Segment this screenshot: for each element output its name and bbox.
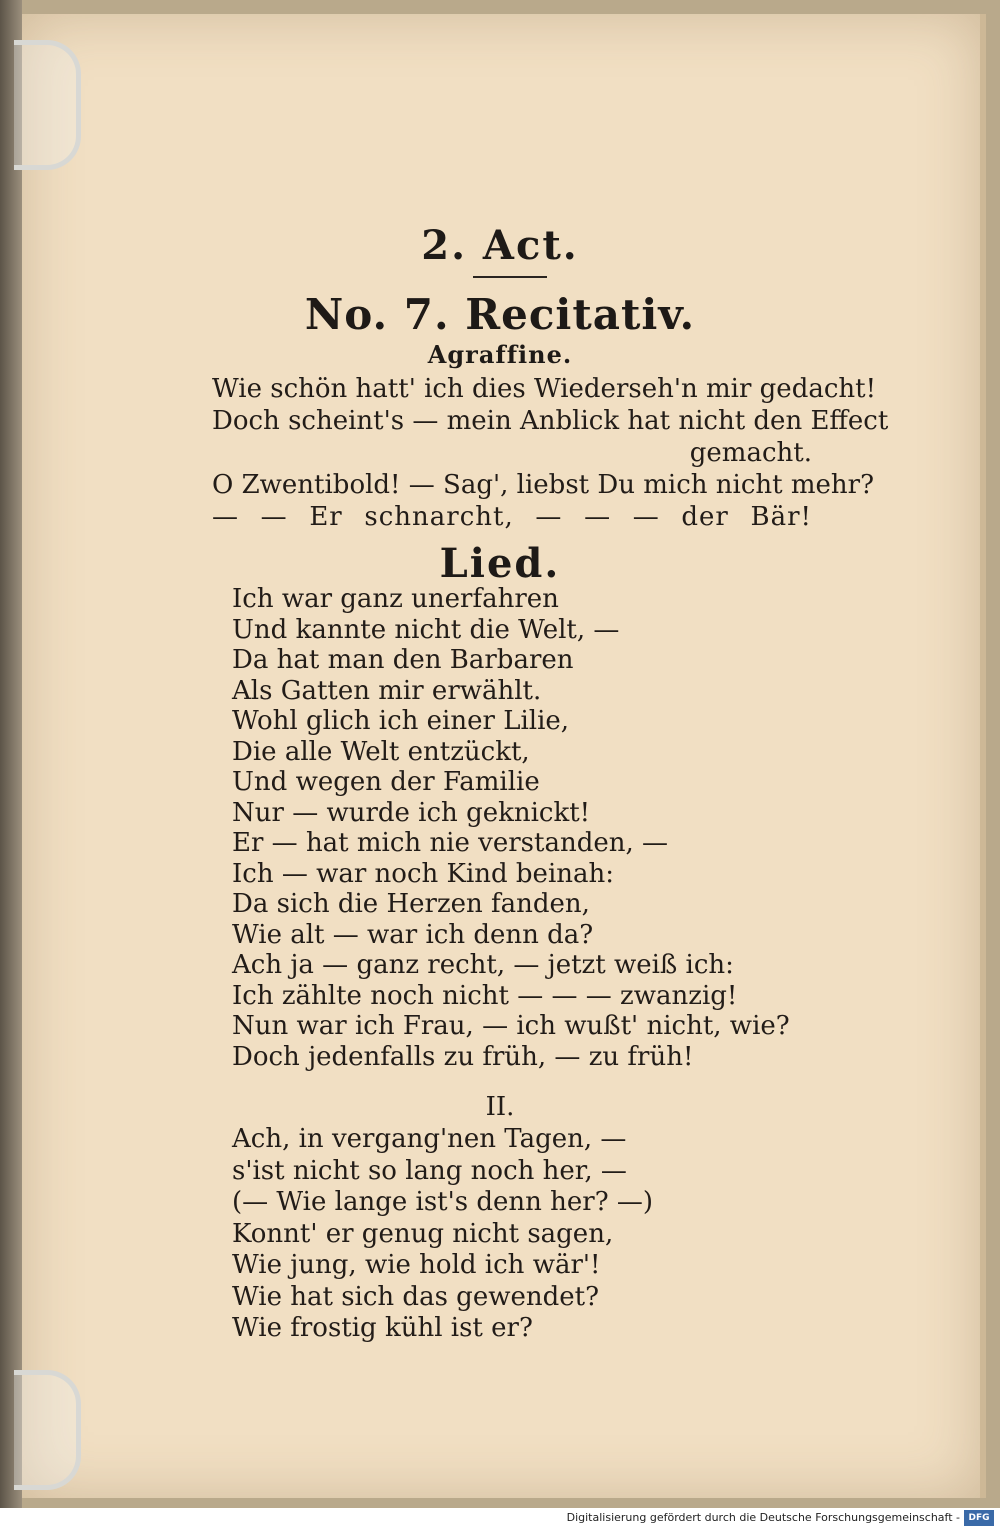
stanza-two-label: II. xyxy=(485,1092,515,1122)
recitativ-text xyxy=(212,373,889,533)
verse-line: (— Wie lange ist's denn her? —) xyxy=(232,1187,654,1217)
verse-line: Wie alt — war ich denn da? xyxy=(232,919,594,950)
page-clip-top xyxy=(14,40,81,170)
verse-line: Da sich die Herzen fanden, xyxy=(232,889,590,919)
speaker-name: Agraffine. xyxy=(427,340,573,369)
recitativ-line: O Zwentibold! — Sag', liebst Du mich nicht mehr? xyxy=(212,470,875,500)
verse-line: Wie hat sich das gewendet? xyxy=(232,1281,600,1312)
verse-line: Ich — war noch Kind beinah: xyxy=(232,858,615,889)
verse-line: Nur — wurde ich geknickt! xyxy=(232,797,591,828)
verse-line: Ach, in vergang'nen Tagen, — xyxy=(232,1124,627,1154)
act-heading: 2. Act. xyxy=(421,222,579,269)
recitativ-line: Wie schön hatt' ich dies Wiederseh'n mir gedacht! xyxy=(212,374,877,404)
heading-divider xyxy=(473,276,547,278)
stanza-one xyxy=(232,584,792,1072)
lied-heading: Lied. xyxy=(439,540,561,587)
verse-line: Wie frostig kühl ist er? xyxy=(232,1313,533,1343)
verse-line: Als Gatten mir erwählt. xyxy=(232,675,542,706)
dfg-logo: DFG xyxy=(964,1510,994,1526)
funding-credit: Digitalisierung gefördert durch die Deutsche Forschungsgemeinschaft - xyxy=(566,1511,960,1524)
verse-line: s'ist nicht so lang noch her, — xyxy=(232,1155,627,1186)
verse-line: Ich zählte noch nicht — — — zwanzig! xyxy=(232,980,738,1011)
recitativ-line: gemacht. xyxy=(689,438,812,468)
recitativ-line: — — Er schnarcht, — — — der Bär! xyxy=(212,502,812,532)
page-clip-bottom xyxy=(14,1370,81,1490)
verse-line: Wohl glich ich einer Lilie, xyxy=(232,706,570,736)
verse-line: Und kannte nicht die Welt, — xyxy=(232,614,620,645)
verse-line: Und wegen der Familie xyxy=(232,767,540,797)
recitativ-line: Doch scheint's — mein Anblick hat nicht den Effect xyxy=(212,406,889,436)
verse-line: Doch jedenfalls zu früh, — zu früh! xyxy=(232,1041,694,1072)
verse-line: Nun war ich Frau, — ich wußt' nicht, wie? xyxy=(232,1011,790,1041)
number-heading: No. 7. Recitativ. xyxy=(304,290,696,339)
verse-line: Er — hat mich nie verstanden, — xyxy=(232,828,668,858)
verse-line: Ich war ganz unerfahren xyxy=(232,584,559,614)
verse-line: Ach ja — ganz recht, — jetzt weiß ich: xyxy=(232,950,734,980)
stanza-two xyxy=(232,1124,792,1345)
verse-line: Die alle Welt entzückt, xyxy=(232,736,530,767)
verse-line: Da hat man den Barbaren xyxy=(232,645,574,675)
verse-line: Konnt' er genug nicht sagen, xyxy=(232,1218,614,1249)
digitization-footer xyxy=(0,1508,1000,1529)
verse-line: Wie jung, wie hold ich wär'! xyxy=(232,1250,601,1280)
